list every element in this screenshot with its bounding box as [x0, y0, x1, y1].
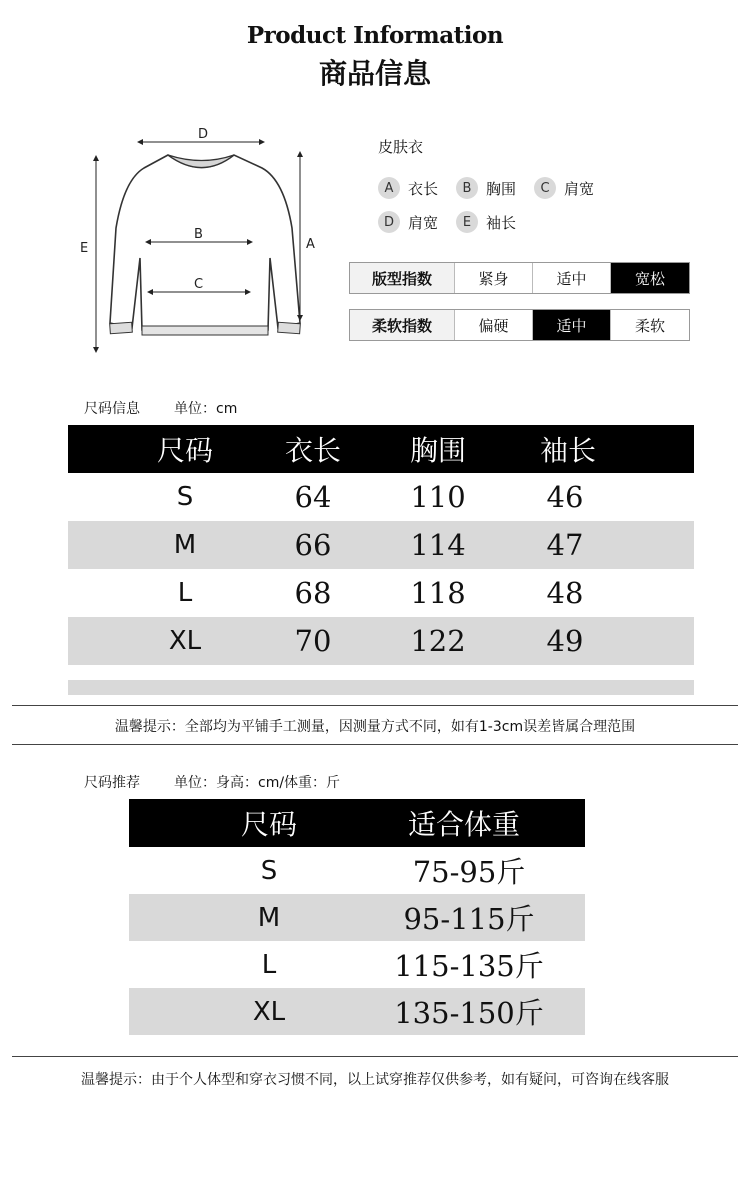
legend-item-label: 胸围: [486, 179, 517, 198]
softness-index-table: [349, 309, 690, 341]
table-row: [68, 617, 694, 665]
legend-key-badge: A: [378, 177, 400, 199]
divider: [12, 1056, 738, 1057]
size-recommend-caption: 尺码推荐: [84, 775, 140, 791]
cell-sleeve: 49: [546, 624, 584, 658]
cell-size: XL: [168, 626, 202, 656]
cell-weight: 75-95斤: [412, 855, 526, 889]
cell-chest: 118: [410, 576, 466, 610]
divider: [12, 705, 738, 706]
divider: [12, 744, 738, 745]
size-table-header: [68, 425, 694, 473]
measurement-note: 温馨提示：全部均为平铺手工测量，因测量方式不同，如有1-3cm误差皆属合理范围: [114, 719, 636, 735]
fit-option-regular: 适中: [533, 263, 611, 293]
label-e: E: [80, 241, 89, 256]
cell-size: L: [261, 949, 277, 980]
legend-title: 皮肤衣: [378, 138, 424, 156]
sweater-diagram: [70, 118, 330, 358]
table-row: [129, 847, 585, 894]
cell-size: XL: [252, 996, 286, 1027]
legend-item-label: 袖长: [486, 213, 517, 232]
table-row: [129, 988, 585, 1035]
label-b: B: [194, 227, 203, 242]
header-weight: 适合体重: [407, 808, 520, 841]
cell-length: 66: [294, 528, 332, 562]
size-info-caption: 尺码信息: [84, 401, 140, 417]
softness-option-soft: 柔软: [634, 316, 665, 335]
cell-size: S: [176, 482, 194, 512]
cell-chest: 110: [410, 480, 466, 514]
cell-sleeve: 48: [546, 576, 584, 610]
header-length: 衣长: [284, 434, 341, 467]
legend-item: [534, 177, 594, 199]
header-chest: 胸围: [409, 434, 466, 467]
cell-size: M: [173, 530, 197, 560]
cell-length: 68: [294, 576, 332, 610]
recommend-note: 温馨提示：由于个人体型和穿衣习惯不同，以上试穿推荐仅供参考，如有疑问，可咨询在线客服: [81, 1072, 669, 1088]
cell-weight: 95-115斤: [403, 902, 535, 936]
softness-option-medium: 适中: [533, 310, 611, 340]
legend-row: [378, 205, 612, 239]
table-row: [68, 521, 694, 569]
cell-sleeve: 47: [546, 528, 584, 562]
label-a: A: [306, 237, 315, 252]
legend-item-label: 衣长: [408, 179, 439, 198]
sweater-outline: [110, 155, 300, 334]
measurement-legend: [378, 136, 612, 239]
header-sleeve: 袖长: [539, 434, 596, 467]
label-d: D: [198, 127, 209, 142]
cell-size: L: [177, 578, 193, 608]
legend-item-label: 肩宽: [564, 179, 595, 198]
softness-option-stiff: 偏硬: [455, 310, 533, 340]
size-info-unit: 单位：cm: [174, 401, 238, 417]
fit-option-tight: 紧身: [455, 263, 533, 293]
cell-size: S: [260, 855, 278, 886]
size-recommend-unit: 单位：身高：cm/体重：斤: [174, 775, 341, 791]
legend-item: [456, 177, 516, 199]
header-size: 尺码: [240, 808, 297, 841]
recommend-table-header: [129, 799, 585, 847]
table-row: [68, 569, 694, 617]
legend-key-badge: E: [456, 211, 478, 233]
fit-index-label: 版型指数: [350, 263, 455, 293]
title-chinese: 商品信息: [318, 57, 431, 90]
fit-option-loose: 宽松: [611, 263, 689, 293]
legend-key-badge: B: [456, 177, 478, 199]
legend-item-label: 肩宽: [408, 213, 439, 232]
table-footer-strip: [68, 680, 694, 695]
cell-weight: 135-150斤: [394, 996, 544, 1030]
cell-sleeve: 46: [546, 480, 584, 514]
legend-key-badge: C: [534, 177, 556, 199]
table-row: [129, 941, 585, 988]
table-row: [68, 473, 694, 521]
cell-size: M: [257, 902, 281, 933]
legend-item: [456, 211, 516, 233]
size-info-table: [68, 425, 694, 665]
legend-key-badge: D: [378, 211, 400, 233]
cell-weight: 115-135斤: [394, 949, 544, 983]
legend-row: [378, 171, 612, 205]
cell-chest: 114: [410, 528, 466, 562]
fit-index-table: [349, 262, 690, 294]
size-recommend-table: [129, 799, 585, 1035]
header-size: 尺码: [156, 434, 213, 467]
legend-item: [378, 177, 438, 199]
label-c: C: [194, 277, 204, 292]
table-row: [129, 894, 585, 941]
cell-length: 64: [294, 480, 332, 514]
title-english: Product Information: [246, 22, 504, 49]
softness-index-label: 柔软指数: [350, 310, 455, 340]
cell-chest: 122: [410, 624, 466, 658]
cell-length: 70: [294, 624, 332, 658]
legend-item: [378, 211, 438, 233]
